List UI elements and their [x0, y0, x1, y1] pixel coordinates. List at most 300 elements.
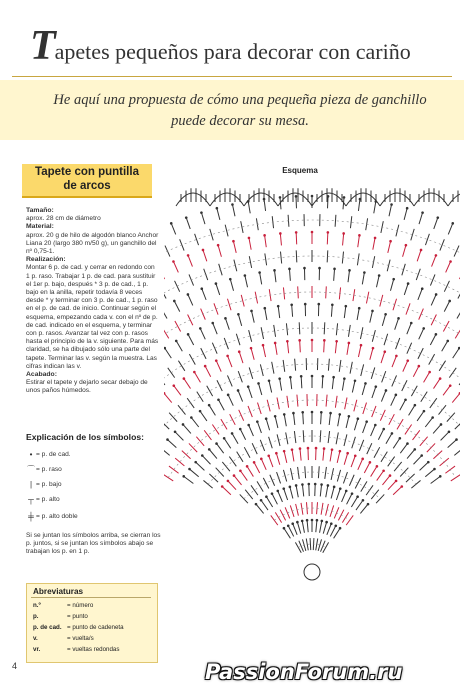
- title-initial: T: [30, 23, 55, 69]
- chain-dot: [283, 450, 286, 453]
- stitch-mark: [389, 414, 395, 425]
- stitch-mark: [261, 500, 268, 510]
- legend-label: = p. de cad.: [36, 450, 71, 458]
- stitch-mark: [371, 425, 376, 436]
- intro-line-1: He aquí una propuesta de cómo una pequeña pieza de ganchillo: [53, 92, 427, 108]
- chain-dot: [378, 274, 381, 277]
- stitch-mark: [316, 520, 317, 532]
- stitch-mark: [292, 305, 293, 317]
- stitch-mark: [323, 522, 326, 534]
- stitch-mark: [263, 478, 269, 489]
- stitch-mark: [323, 449, 324, 461]
- stitch-mark: [164, 268, 165, 279]
- stitch-mark: [240, 471, 247, 481]
- chain-dot: [279, 232, 282, 235]
- chain-dot: [172, 260, 175, 263]
- stitch-mark: [336, 432, 338, 444]
- chain-dot: [279, 196, 282, 199]
- chain-dot: [435, 333, 438, 336]
- stitch-mark: [443, 386, 450, 396]
- stitch-mark: [232, 205, 235, 217]
- abbreviation-value: = vuelta/s: [67, 635, 94, 642]
- chain-dot: [334, 524, 337, 527]
- stitch-mark: [334, 528, 340, 538]
- chain-dot: [333, 486, 336, 489]
- chain-dot: [382, 428, 385, 431]
- chain-dot: [339, 487, 342, 490]
- stitch-mark: [454, 448, 460, 456]
- stitch-mark: [232, 433, 238, 443]
- chain-dot: [263, 234, 266, 237]
- stitch-mark: [366, 292, 368, 304]
- chain-dot: [323, 339, 326, 342]
- stitch-mark: [335, 215, 336, 227]
- stitch-mark: [171, 223, 175, 234]
- stitch-mark: [404, 284, 408, 295]
- stitch-mark: [296, 232, 297, 244]
- stitch-mark: [222, 487, 231, 495]
- chain-dot: [200, 211, 203, 214]
- chain-dot: [345, 305, 348, 308]
- finish-label: Acabado:: [26, 371, 57, 379]
- chain-dot: [330, 522, 333, 525]
- stitch-mark: [382, 371, 386, 382]
- stitch-mark: [202, 289, 206, 300]
- stitch-mark: [164, 448, 170, 456]
- chain-dot: [226, 355, 229, 358]
- chain-dot: [246, 465, 249, 468]
- stitch-mark: [202, 456, 210, 465]
- chain-dot: [208, 448, 211, 451]
- stitch-mark: [388, 457, 395, 467]
- stitch-mark: [400, 468, 408, 477]
- stitch-mark: [336, 489, 340, 500]
- stitch-mark: [331, 305, 332, 317]
- chain-dot: [258, 271, 261, 274]
- chain-dot: [250, 310, 253, 313]
- stitch-mark: [358, 345, 361, 357]
- legend-item: [26, 448, 166, 460]
- stitch-mark: [184, 476, 194, 483]
- stitch-mark: [409, 405, 415, 415]
- chain-dot: [365, 420, 368, 423]
- stitch-mark: [420, 462, 429, 470]
- chain-dot: [173, 300, 176, 303]
- stitch-mark: [300, 340, 301, 352]
- stitch-mark: [210, 229, 213, 241]
- stitch-mark: [342, 379, 344, 391]
- stitch-mark: [209, 405, 215, 415]
- stitch-mark: [376, 494, 384, 503]
- stitch-mark: [367, 443, 372, 454]
- realization-text: Montar 6 p. de cad. y cerrar en redondo con 1 p. raso. Trabajar 1 p. de cad. para sustituir el 1er p. bajo, después * 3 p. de cad., 1 p. bajo en la anilla, repetir todavía 8 veces desde * y terminar con 3 p. de cad., 1 p. raso en el p. de cad. de inicio. Continuar según el esquema, empezando cada v. con el nº de p. de cad. indicado en el esquema, y terminar con p. rasos. Avanzar tal vez con p. rasos hasta el principio de la v. siguiente. Para más claridad, se ha dibujado sólo una parte del tapete. Terminar las v. según la muestra. Las cifras indican las v.: [26, 264, 159, 370]
- stitch-mark: [260, 440, 264, 451]
- stitch-mark: [197, 392, 203, 402]
- chain-dot: [311, 231, 314, 234]
- chain-dot: [238, 350, 241, 353]
- stitch-mark: [252, 443, 257, 454]
- chain-dot: [389, 474, 392, 477]
- stitch-mark: [284, 451, 287, 463]
- stitch-mark: [431, 476, 441, 483]
- chain-dot: [295, 195, 298, 198]
- abbreviations-divider: [31, 597, 151, 598]
- stitch-mark: [301, 376, 302, 388]
- chain-dot: [277, 305, 280, 308]
- stitch-mark: [448, 440, 457, 448]
- stitch-mark: [205, 366, 211, 377]
- stitch-mark: [455, 328, 460, 338]
- chain-dot: [376, 465, 379, 468]
- chain-dot: [335, 340, 338, 343]
- stitch-mark: [360, 504, 368, 513]
- stitch-mark: [190, 469, 199, 477]
- stitch-mark: [326, 485, 328, 497]
- chain-dot: [278, 377, 281, 380]
- abbreviation-row: [33, 613, 158, 622]
- chain-dot: [221, 485, 224, 488]
- chain-dot: [404, 398, 407, 401]
- chain-dot: [390, 203, 393, 206]
- chain-stitch-icon: •: [29, 449, 33, 459]
- chain-dot: [208, 404, 211, 407]
- chain-dot: [406, 442, 409, 445]
- chain-dot: [287, 524, 290, 527]
- stitch-mark: [218, 245, 221, 257]
- abbreviation-key: v.: [33, 635, 38, 642]
- chain-dot: [257, 382, 260, 385]
- chain-dot: [448, 430, 451, 433]
- chain-dot: [283, 527, 286, 530]
- chain-dot: [448, 300, 451, 303]
- stitch-mark: [207, 386, 213, 396]
- chain-dot: [342, 232, 345, 235]
- chain-dot: [174, 430, 177, 433]
- stitch-mark: [288, 526, 293, 537]
- legend-label: = p. alto doble: [36, 512, 78, 520]
- stitch-mark: [298, 286, 299, 298]
- stitch-mark: [305, 466, 306, 478]
- stitch-mark: [345, 397, 347, 409]
- chain-dot: [290, 303, 293, 306]
- stitch-mark: [361, 481, 367, 491]
- stitch-mark: [164, 308, 167, 318]
- chain-dot: [227, 394, 230, 397]
- stitch-mark: [292, 450, 294, 462]
- legend-item: [26, 493, 166, 505]
- stitch-mark: [248, 201, 250, 213]
- title-divider: [12, 76, 452, 77]
- material-label: Material:: [26, 223, 54, 231]
- stitch-mark: [344, 306, 346, 318]
- stitch-mark: [228, 481, 236, 490]
- chain-dot: [395, 480, 398, 483]
- stitch-mark: [440, 239, 444, 250]
- stitch-mark: [424, 372, 430, 382]
- stitch-mark: [209, 449, 217, 458]
- chain-dot: [190, 416, 193, 419]
- chain-dot: [274, 342, 277, 345]
- abbreviation-key: p. de cad.: [33, 624, 62, 631]
- chain-dot: [423, 410, 426, 413]
- stitch-mark: [270, 475, 275, 486]
- chain-dot: [395, 394, 398, 397]
- stitch-mark: [260, 273, 262, 285]
- chain-dot: [260, 499, 263, 502]
- round-arc: [298, 544, 325, 548]
- stitch-mark: [444, 301, 449, 312]
- stitch-mark: [358, 459, 363, 470]
- abbreviation-value: = punto: [67, 613, 88, 620]
- stitch-mark: [395, 318, 399, 329]
- stitch-mark: [393, 487, 402, 495]
- stitch-mark: [204, 430, 211, 440]
- chain-dot: [357, 417, 360, 420]
- stitch-mark: [421, 392, 427, 402]
- chain-dot: [322, 375, 325, 378]
- abbreviation-row: [33, 624, 158, 633]
- chain-dot: [232, 240, 235, 243]
- chain-dot: [406, 359, 409, 362]
- chain-dot: [199, 327, 202, 330]
- stitch-mark: [352, 381, 355, 393]
- stitch-mark: [283, 470, 286, 482]
- chain-dot: [343, 196, 346, 199]
- stitch-mark: [290, 377, 291, 389]
- chain-dot: [300, 375, 303, 378]
- stitch-mark: [334, 269, 335, 281]
- stitch-mark: [370, 348, 373, 360]
- stitch-mark: [200, 411, 207, 421]
- stitch-mark: [325, 467, 327, 479]
- chain-dot: [187, 333, 190, 336]
- stitch-mark: [297, 522, 300, 534]
- chain-dot: [217, 398, 220, 401]
- stitch-mark: [346, 515, 353, 525]
- slip-stitch-icon: ⌒: [27, 464, 35, 474]
- chain-dot: [331, 303, 334, 306]
- stitch-mark: [459, 268, 460, 279]
- stitch-mark: [381, 452, 387, 462]
- stitch-mark: [407, 449, 415, 458]
- chain-dot: [420, 249, 423, 252]
- stitch-mark: [256, 504, 264, 513]
- chain-dot: [288, 268, 291, 271]
- stitch-mark: [328, 359, 329, 371]
- chain-dot: [356, 495, 359, 498]
- stitch-mark: [164, 375, 165, 384]
- stitch-mark: [346, 416, 349, 428]
- stitch-mark: [251, 485, 258, 495]
- stitch-mark: [321, 412, 322, 424]
- stitch-mark: [378, 429, 383, 440]
- chain-dot: [363, 271, 366, 274]
- stitch-mark: [350, 216, 351, 228]
- chain-dot: [292, 412, 295, 415]
- stitch-mark: [343, 472, 347, 483]
- chain-dot: [308, 483, 311, 486]
- chain-dot: [239, 428, 242, 431]
- stitch-mark: [178, 361, 184, 371]
- chain-dot: [346, 452, 349, 455]
- chain-dot: [282, 487, 285, 490]
- chain-dot: [436, 216, 439, 219]
- chain-dot: [289, 486, 292, 489]
- stitch-mark: [196, 462, 205, 470]
- chain-dot: [391, 432, 394, 435]
- treble-crochet-icon: ╪: [28, 511, 34, 521]
- stitch-mark: [284, 489, 288, 500]
- chain-dot: [333, 268, 336, 271]
- stitch-mark: [316, 538, 318, 550]
- stitch-mark: [430, 334, 436, 345]
- stitch-mark: [439, 361, 445, 371]
- chain-dot: [372, 347, 375, 350]
- chain-dot: [262, 344, 265, 347]
- chain-dot: [329, 412, 332, 415]
- chain-dot: [323, 447, 326, 450]
- stitch-mark: [318, 539, 321, 551]
- stitch-mark: [357, 308, 359, 320]
- chain-dot: [383, 350, 386, 353]
- chain-dot: [455, 438, 458, 441]
- stitch-mark: [217, 208, 220, 220]
- chain-dot: [354, 379, 357, 382]
- chain-dot: [275, 452, 278, 455]
- stitch-mark: [176, 341, 182, 351]
- stitch-mark: [164, 421, 169, 429]
- stitch-mark: [195, 234, 199, 245]
- chain-dot: [399, 437, 402, 440]
- stitch-mark: [347, 494, 352, 505]
- stitch-mark: [419, 309, 424, 320]
- chain-dot: [182, 475, 185, 478]
- chain-dot: [256, 420, 259, 423]
- stitch-mark: [380, 410, 385, 421]
- chain-dot: [311, 411, 314, 414]
- intro-text: [40, 90, 440, 132]
- stitch-mark: [454, 246, 459, 257]
- chain-dot: [446, 340, 449, 343]
- chain-dot: [268, 379, 271, 382]
- stitch-mark: [405, 424, 412, 434]
- chain-dot: [439, 377, 442, 380]
- stitch-mark: [216, 361, 221, 372]
- stitch-mark: [386, 433, 392, 443]
- stitch-mark: [390, 279, 393, 291]
- stitch-mark: [457, 308, 460, 318]
- chain-dot: [311, 339, 314, 342]
- chain-dot: [358, 234, 361, 237]
- chain-dot: [216, 207, 219, 210]
- stitch-mark: [266, 497, 272, 507]
- stitch-mark: [229, 457, 236, 467]
- stitch-mark: [443, 321, 449, 332]
- chain-dot: [199, 410, 202, 413]
- chain-dot: [298, 339, 301, 342]
- stitch-mark: [371, 466, 377, 476]
- chain-dot: [369, 461, 372, 464]
- stitch-mark: [363, 403, 367, 414]
- stitch-mark: [396, 338, 400, 349]
- chain-dot: [449, 384, 452, 387]
- chain-dot: [435, 254, 438, 257]
- stitch-mark: [407, 323, 411, 334]
- stitch-mark: [339, 360, 341, 372]
- chain-dot: [237, 313, 240, 316]
- pattern-title-line-2: de arcos: [63, 180, 111, 192]
- stitch-mark: [320, 521, 322, 533]
- chain-dot: [410, 322, 413, 325]
- legend-item: [26, 510, 166, 522]
- chain-dot: [316, 519, 319, 522]
- stitch-mark: [214, 303, 218, 314]
- stitch-mark: [354, 400, 357, 412]
- chain-dot: [428, 371, 431, 374]
- stitch-mark: [442, 341, 448, 351]
- stitch-mark: [358, 199, 360, 211]
- chain-dot: [263, 307, 266, 310]
- stitch-mark: [403, 245, 406, 257]
- chain-dot: [439, 475, 442, 478]
- chain-dot: [315, 447, 318, 450]
- stitch-mark: [191, 418, 198, 427]
- chain-dot: [194, 461, 197, 464]
- chain-dot: [170, 222, 173, 225]
- chain-dot: [237, 389, 240, 392]
- stitch-mark: [201, 348, 206, 359]
- stitch-mark: [359, 440, 363, 451]
- chain-dot: [247, 424, 250, 427]
- stitch-mark: [259, 383, 262, 395]
- stitch-mark: [372, 387, 376, 398]
- abbreviation-key: n.º: [33, 602, 41, 609]
- stitch-mark: [271, 515, 278, 525]
- chain-dot: [374, 237, 377, 240]
- size-text: aprox. 28 cm de diámetro: [26, 215, 101, 223]
- chain-dot: [374, 424, 377, 427]
- chain-dot: [271, 492, 274, 495]
- stitch-mark: [274, 270, 275, 282]
- stitch-mark: [419, 213, 423, 224]
- stitch-mark: [374, 201, 376, 213]
- chain-dot: [286, 340, 289, 343]
- stitch-mark: [225, 225, 228, 237]
- stitch-mark: [286, 432, 288, 444]
- stitch-mark: [269, 381, 272, 393]
- stitch-mark: [265, 235, 267, 247]
- stitch-mark: [212, 424, 219, 434]
- pattern-instructions: [26, 207, 160, 396]
- stitch-mark: [328, 196, 329, 208]
- abbreviation-row: [33, 646, 158, 655]
- stitch-mark: [293, 413, 294, 425]
- stitch-mark: [351, 497, 357, 507]
- chain-dot: [253, 461, 256, 464]
- stitch-mark: [389, 205, 392, 217]
- chain-dot: [215, 282, 218, 285]
- chain-dot: [265, 495, 268, 498]
- stitch-mark: [404, 208, 407, 220]
- stitch-mark: [164, 328, 169, 338]
- stitch-mark: [310, 538, 311, 550]
- stitch-mark: [355, 478, 361, 489]
- stitch-mark: [174, 386, 181, 396]
- chain-dot: [233, 474, 236, 477]
- stitch-mark: [406, 474, 415, 482]
- chain-dot: [211, 322, 214, 325]
- stitch-mark: [397, 419, 403, 429]
